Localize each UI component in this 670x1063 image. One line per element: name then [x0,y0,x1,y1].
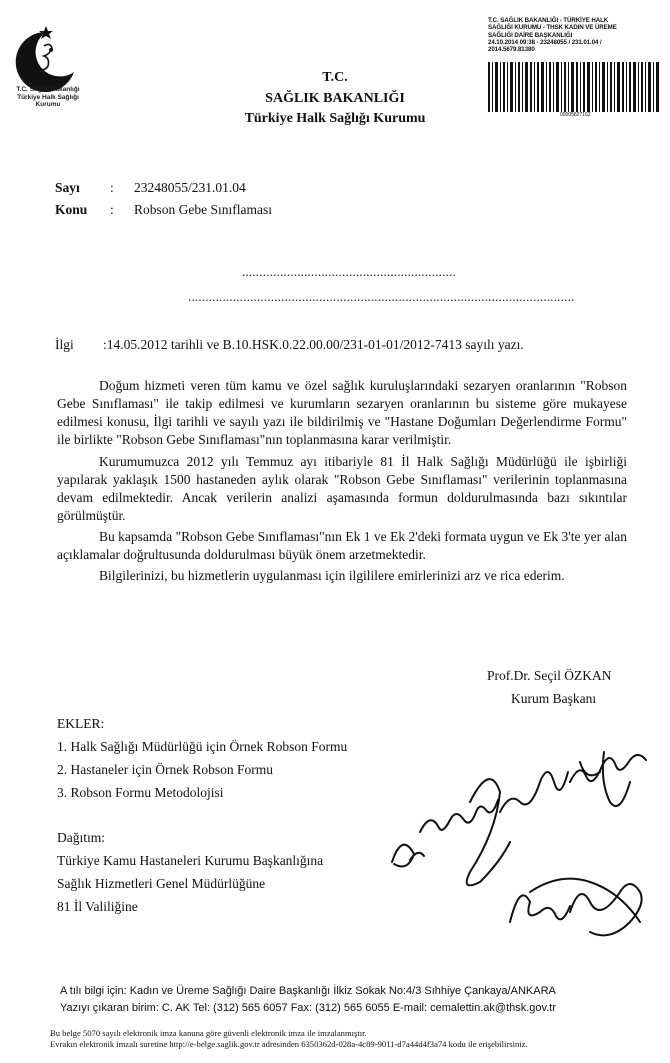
dagitim-item: Sağlık Hizmetleri Genel Müdürlüğüne [57,876,266,891]
konu-label: Konu [55,202,88,217]
header-institution: Türkiye Halk Sağlığı Kurumu [244,111,426,126]
ekler-item: 2. Hastaneler için Örnek Robson Formu [57,762,273,777]
barcode-number: 00005827162 [560,112,591,118]
body-paragraphs [57,377,627,585]
ekler-section [57,712,347,804]
dagitim-item: 81 İl Valiliğine [57,899,138,914]
sayi-value: 23248055/231.01.04 [134,180,246,195]
paragraph-2: Kurumumuzca 2012 yılı Temmuz ayı itibariyle 81 İl Halk Sağlığı Müdürlüğü ile işbirliği yapılarak yaklaşık 1500 hastaneden aylık olarak "Robson Gebe Sınıflaması" verilerinin toplanmasına devam edilmektedir. Ancak verilerin analizi aşamasında formun doldurulmasında bazı sıkıntılar görülmüştür. [57,454,627,523]
esign-line-1: Bu belge 5070 sayılı elektronik imza kanuna göre güvenli elektronik imza ile imzalanmıştır. [50,1028,367,1038]
ekler-item: 1. Halk Sağlığı Müdürlüğü için Örnek Robson Formu [57,739,348,754]
sayi-row [55,180,246,196]
handwritten-signature [380,742,670,962]
ekler-label: EKLER: [57,716,105,731]
esign-line-2: Evrakın elektronik imzalı suretine http://e-belge.saglik.gov.tr adresinden 6350362d-028a-4c89-9011-d7a44d4f3a74 kodu ile erişebilirsiniz. [50,1039,528,1049]
konu-row [55,202,272,218]
ilgi-row [55,337,524,353]
address-dots-2: ................................................................................................................ [188,289,575,304]
contact-line: A tılı bilgi için: Kadın ve Üreme Sağlığı Daire Başkanlığı İlkiz Sokak No:4/3 Sıhhiye Çankaya/ANKARA [60,985,556,997]
contact-info [60,983,556,1017]
yazi-birim-line: Yazıyı çıkaran birim: C. AK Tel: (312) 565 6057 Fax: (312) 565 6055 E-mail: cemalettin.ak@thsk.gov.tr [60,1002,557,1014]
logo-caption: T.C. Sağlık Bakanlığı Türkiye Halk Sağlığı Kurumu [16,86,80,108]
header-ministry: SAĞLIK BAKANLIĞI [265,91,405,106]
sayi-label: Sayı [55,180,80,195]
esign-notice [50,1028,528,1050]
registry-stamp: T.C. SAĞLIK BAKANLIĞI - TÜRKİYE HALK SAĞLIĞI KURUMU - THSK KADIN VE ÜREME SAĞLIĞI DAİRE BAŞKANLIĞI 24.10.2014 09:38 - 23248055 / 231.01.04 / 2014.5679.81380 [488,17,617,54]
konu-sep: : [110,202,114,217]
address-dots-1: .............................................................. [242,264,456,279]
dagitim-item: Türkiye Kamu Hastaneleri Kurumu Başkanlığına [57,853,324,868]
konu-value: Robson Gebe Sınıflaması [134,202,272,217]
ilgi-label: İlgi [55,337,74,352]
ilgi-value: :14.05.2012 tarihli ve B.10.HSK.0.22.00.00/231-01-01/2012-7413 sayılı yazı. [103,337,524,352]
sayi-sep: : [110,180,114,195]
paragraph-1: Doğum hizmeti veren tüm kamu ve özel sağlık kuruluşlarındaki sezaryen oranlarının "Robson Gebe Sınıflaması" ile takip edilmesi ve kurumların sezaryen oranlarının bu sisteme göre mukayese edilmesi konusu, İlgi tarihli ve sayılı yazı ile bildirilmiş ve "Hastane Doğumları Değerlendirme Formu" ile birlikte "Robson Gebe Sınıflaması"nın toplanmasına karar verilmiştir. [57,378,627,447]
paragraph-4: Bilgilerinizi, bu hizmetlerin uygulanması için ilgililere emirlerinizi arz ve rica ederim. [99,568,565,583]
paragraph-3: Bu kapsamda "Robson Gebe Sınıflaması"nın Ek 1 ve Ek 2'deki formata uygun ve Ek 3'te yer alan açıklamalar doğrultusunda doldurulması büyük önem arzetmektedir. [57,529,627,562]
signatory-name: Prof.Dr. Seçil ÖZKAN [487,668,612,683]
signatory-title: Kurum Başkanı [511,691,597,706]
ekler-item: 3. Robson Formu Metodolojisi [57,785,224,800]
header-tc: T.C. [322,70,348,85]
dagitim-section [57,826,323,918]
dagitim-label: Dağıtım: [57,830,105,845]
